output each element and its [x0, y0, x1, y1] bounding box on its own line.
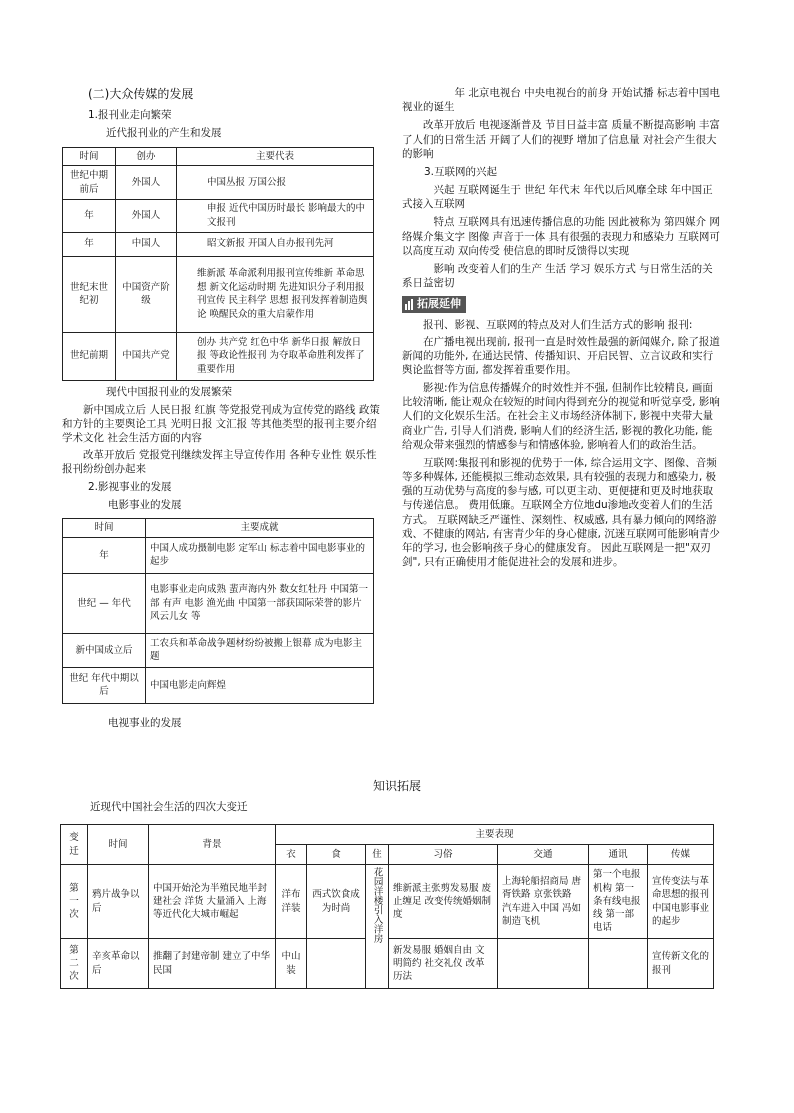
- section-title: (二)大众传媒的发展: [88, 87, 194, 101]
- table-cell: [498, 939, 589, 989]
- table-cell: 辛亥革命以后: [88, 939, 149, 989]
- table-cell: 年: [63, 200, 116, 233]
- table-cell: 世纪末世纪初: [63, 256, 116, 332]
- table-cell: 第一个电报机构 第一条有线电报线 第一部电话: [589, 865, 648, 939]
- subheading-newspapers: 1.报刊业走向繁荣: [88, 109, 172, 122]
- bars-icon: [405, 299, 413, 310]
- table-cell: 年: [63, 537, 146, 573]
- internet-paragraph-2: 特点 互联网具有迅速传播信息的功能 因此被称为 第四媒介 网络媒介集文字 图像 声音于一体 具有很强的表现力和感染力 互联网可以高度互动 双向传受 使信息的即时反馈得以实现: [402, 216, 720, 257]
- th-time: 时间: [88, 825, 149, 865]
- table-cell: 年: [63, 232, 116, 256]
- knowledge-title: 知识拓展: [372, 779, 421, 793]
- table-caption-newspaper: 近代报刊业的产生和发展: [106, 127, 222, 140]
- table-cell: 第一次: [61, 865, 88, 939]
- table-cell: 宣传变法与革命思想的报刊 中国电影事业的起步: [648, 865, 714, 939]
- table-cell: 电影事业走向成熟 蜚声海内外 数女红牡丹 中国第一部 有声 电影 渔光曲 中国第一部获国际荣誉的影片 风云儿女 等: [146, 573, 374, 633]
- th-housing: 住: [366, 845, 389, 865]
- internet-paragraph-1: 兴起 互联网诞生于 世纪 年代末 年代以后风靡全球 年中国正式接入互联网: [402, 184, 713, 211]
- th-main-performance: 主要表现: [276, 825, 714, 845]
- newspaper-history-table: [62, 147, 374, 381]
- table-cell: 工农兵和革命战争题材纷纷被搬上银幕 成为电影主题: [146, 633, 374, 667]
- subheading-internet: 3.互联网的兴起: [424, 165, 498, 178]
- table-cell: 中国电影走向辉煌: [146, 667, 374, 703]
- th-background: 背景: [149, 825, 276, 865]
- bottom-table-caption: 近现代中国社会生活的四次大变迁: [90, 801, 248, 813]
- modern-paragraph-1: 新中国成立后 人民日报 红旗 等党报党刊成为宣传党的路线 政策和方针的主要舆论工具 光明日报 文汇报 等其他类型的报刊主要介绍学术文化 社会生活方面的内容: [62, 404, 380, 445]
- extension-internet: 互联网:集报刊和影视的优势于一体, 综合运用文字、图像、音频等多种媒体, 还能模拟三维动态效果, 具有较强的表现力和感染力, 极强的互动优势与高度的参与感, 可以更主动、更便捷和更及时地获取与传递信息。 费用低廉。互联网全方位地du渗地改变着人们的生活方式。 互联网缺乏严谨性、深刻性、权威感, 具有暴力倾向的网络游戏、不健康的网站, 有害青少年的身心健康, 沉迷互联网可能影响青少年的学习, 也会影响孩子身心的健康发育。 因此互联网是一把"双刃剑", 只有正确使用才能促进社会的发展和进步。: [402, 456, 720, 569]
- table-cell: 新中国成立后: [63, 633, 146, 667]
- th-achievement: 主要成就: [146, 519, 374, 538]
- table-cell: 维新派 革命派利用报刊宣传维新 革命思想 新文化运动时期 先进知识分子利用报刊宣传 民主科学 思想 报刊发挥着制造舆论 唤醒民众的重大启蒙作用: [177, 256, 374, 332]
- right-column: [402, 86, 720, 569]
- left-column: [62, 86, 380, 730]
- table-cell: 中山装: [276, 939, 307, 989]
- table-cell: 第二次: [61, 939, 88, 989]
- subheading-film-tv: 2.影视事业的发展: [88, 480, 172, 493]
- table-cell: 中国人成功摄制电影 定军山 标志着中国电影事业的起步: [146, 537, 374, 573]
- table-cell: 中国丛报 万国公报: [177, 166, 374, 200]
- table-cell: 世纪前期: [63, 332, 116, 380]
- table-cell: 昭文新报 开国人自办报刊先河: [177, 232, 374, 256]
- extension-film-tv: 影视:作为信息传播媒介的时效性并不强, 但制作比较精良, 画面比较清晰, 能让观众在较短的时间内得到充分的视觉和听觉享受, 影响人们的文化娱乐生活。在社会主义市场经济体制下, 影视中夹带大量商业广告, 引导人们消费, 影响人们的经济生活, 影视的教化功能, 能给观众带来强烈的情感参与和情感体验, 影响着人们的政治生活。: [402, 382, 720, 451]
- table-cell: 外国人: [116, 166, 177, 200]
- table-cell: 中国人: [116, 232, 177, 256]
- social-change-table: [60, 824, 714, 989]
- table-cell: 推翻了封建帝制 建立了中华民国: [149, 939, 276, 989]
- th-clothing: 衣: [276, 845, 307, 865]
- table-cell: 中国开始沦为半殖民地半封建社会 洋货 大量涌入 上海等近代化大城市崛起: [149, 865, 276, 939]
- extension-intro: 报刊、影视、互联网的特点及对人们生活方式的影响 报刊:: [423, 319, 693, 332]
- th-change: 变迁: [61, 825, 88, 865]
- table-cell: 申报 近代中国历时最长 影响最大的中文报刊: [177, 200, 374, 233]
- table-cell: 上海轮船招商局 唐胥铁路 京张铁路 汽车进入中国 冯如制造飞机: [498, 865, 589, 939]
- table-caption-tv: 电视事业的发展: [108, 716, 182, 729]
- table-cell: 花园洋楼引入洋房: [366, 865, 389, 989]
- modern-paragraph-2: 改革开放后 党报党刊继续发挥主导宣传作用 各种专业性 娱乐性报刊纷纷创办起来: [62, 448, 377, 475]
- tv-paragraph-1: 年 北京电视台 中央电视台的前身 开始试播 标志着中国电视业的诞生: [402, 87, 720, 114]
- extension-badge-label: 拓展延伸: [417, 297, 461, 311]
- extension-badge: [402, 296, 466, 313]
- table-cell: 西式饮食成为时尚: [307, 865, 366, 939]
- internet-paragraph-3: 影响 改变着人们的生产 生活 学习 娱乐方式 与日常生活的关系日益密切: [402, 262, 713, 290]
- tv-paragraph-2: 改革开放后 电视逐渐普及 节目日益丰富 质量不断提高影响 丰富了人们的日常生活 开阔了人们的视野 增加了信息量 对社会产生很大的影响: [402, 119, 720, 160]
- table-cell: [307, 939, 366, 989]
- extension-newspapers: 在广播电视出现前, 报刊一直是时效性最强的新闻媒介, 除了报道新闻的功能外, 在通达民情、传播知识、开启民智、立言议政和实行舆论监督等方面, 都发挥着重要作用。: [402, 335, 720, 376]
- th-representative: 主要代表: [177, 147, 374, 166]
- th-food: 食: [307, 845, 366, 865]
- th-time: 时间: [63, 519, 146, 538]
- th-media: 传媒: [648, 845, 714, 865]
- film-history-table: [62, 518, 374, 704]
- th-customs: 习俗: [389, 845, 498, 865]
- table-cell: 世纪 — 年代: [63, 573, 146, 633]
- table-cell: 中国资产阶级: [116, 256, 177, 332]
- table-cell: 宣传新文化的报刊: [648, 939, 714, 989]
- table-cell: 维新派主张剪发易服 废止缠足 改变传统婚姻制度: [389, 865, 498, 939]
- th-transport: 交通: [498, 845, 589, 865]
- extension-badge-wrap: [402, 296, 720, 314]
- table-cell: 新发易服 婚姻自由 文明简约 社交礼仪 改革历法: [389, 939, 498, 989]
- table-cell: 世纪 年代中期以后: [63, 667, 146, 703]
- th-communication: 通讯: [589, 845, 648, 865]
- table-cell: 中国共产党: [116, 332, 177, 380]
- table-cell: 鸦片战争以后: [88, 865, 149, 939]
- th-time: 时间: [63, 147, 116, 166]
- table-cell: 洋布 洋装: [276, 865, 307, 939]
- th-founder: 创办: [116, 147, 177, 166]
- table-caption-film: 电影事业的发展: [108, 499, 182, 512]
- table-cell: [589, 939, 648, 989]
- modern-caption: 现代中国报刊业的发展繁荣: [106, 385, 232, 398]
- table-cell: 世纪中期前后: [63, 166, 116, 200]
- table-cell: 外国人: [116, 200, 177, 233]
- table-cell: 创办 共产党 红色中华 新华日报 解放日报 等政论性报刊 为夺取革命胜利发挥了重要作用: [177, 332, 374, 380]
